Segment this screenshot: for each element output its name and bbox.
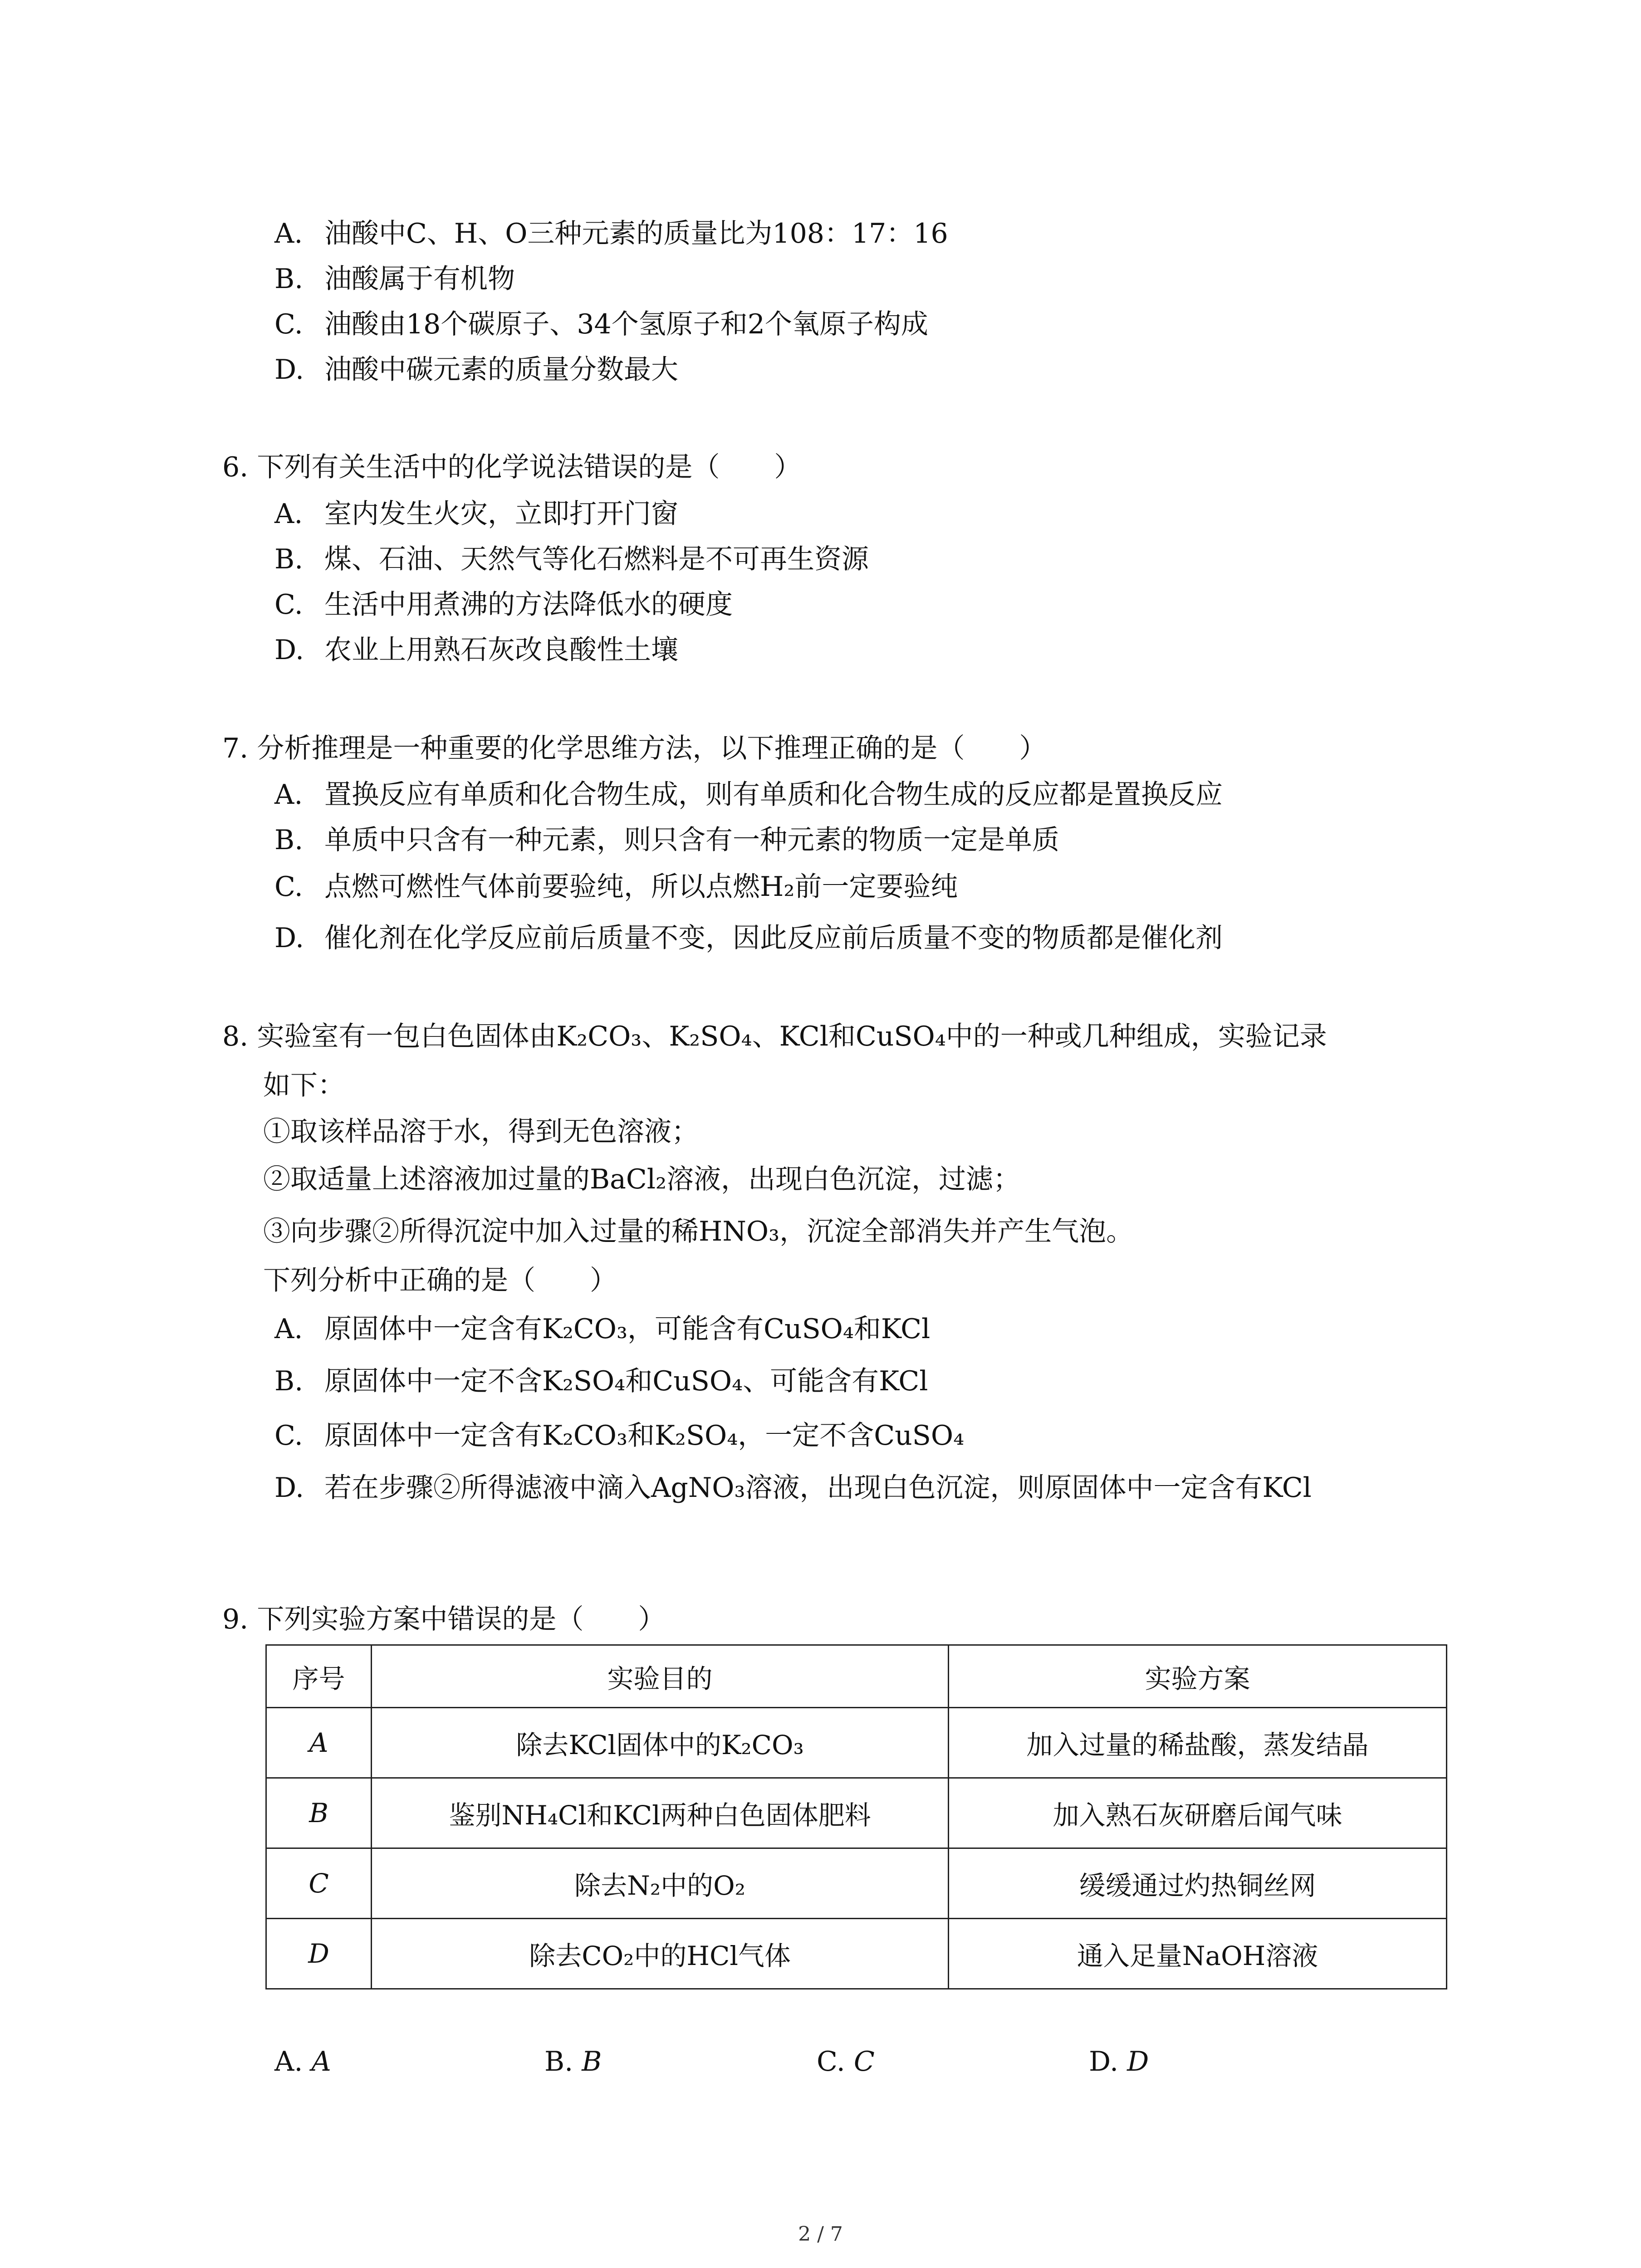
table-cell: 鉴别NH₄Cl和KCl两种白色固体肥料 — [372, 1778, 949, 1848]
q6-option-b: B. 煤、石油、天然气等化石燃料是不可再生资源 — [274, 543, 869, 575]
q8-question: 下列分析中正确的是（ ） — [263, 1265, 617, 1296]
table-cell: B — [266, 1778, 372, 1848]
table-header-cell: 实验方案 — [949, 1645, 1447, 1708]
table-header-cell: 序号 — [266, 1645, 372, 1708]
table-cell: A — [266, 1708, 372, 1778]
table-cell: 加入过量的稀盐酸，蒸发结晶 — [949, 1708, 1447, 1778]
q6-option-a: A. 室内发生火灾，立即打开门窗 — [274, 498, 678, 530]
q8-step-3: ③向步骤②所得沉淀中加入过量的稀HNO₃，沉淀全部消失并产生气泡。 — [263, 1216, 1134, 1247]
q9-table — [265, 1644, 1447, 1989]
q6-option-d: D. 农业上用熟石灰改良酸性土壤 — [274, 634, 678, 666]
q8-option-c: C. 原固体中一定含有K₂CO₃和K₂SO₄，一定不含CuSO₄ — [274, 1420, 965, 1452]
q9-stem: 9. 下列实验方案中错误的是（ ） — [222, 1603, 666, 1635]
q9-answer-b: B. B — [544, 2046, 602, 2077]
table-cell: 加入熟石灰研磨后闻气味 — [949, 1778, 1447, 1848]
table-row — [266, 1708, 1447, 1778]
table-row — [266, 1848, 1447, 1919]
table-cell: 缓缓通过灼热铜丝网 — [949, 1848, 1447, 1919]
q5-option-d: D. 油酸中碳元素的质量分数最大 — [274, 354, 678, 386]
q6-stem: 6. 下列有关生活中的化学说法错误的是（ ） — [222, 451, 802, 483]
q6-option-c: C. 生活中用煮沸的方法降低水的硬度 — [274, 589, 733, 621]
table-cell: 除去KCl固体中的K₂CO₃ — [372, 1708, 949, 1778]
q9-answer-d: D. D — [1089, 2046, 1149, 2077]
table-row — [266, 1919, 1447, 1989]
q9-answer-a: A. A — [274, 2046, 331, 2077]
q8-option-b: B. 原固体中一定不含K₂SO₄和CuSO₄、可能含有KCl — [274, 1365, 928, 1397]
q7-option-a: A. 置换反应有单质和化合物生成，则有单质和化合物生成的反应都是置换反应 — [274, 779, 1223, 811]
table-cell: C — [266, 1848, 372, 1919]
page-number: 2 / 7 — [798, 2223, 843, 2246]
table-cell: 除去CO₂中的HCl气体 — [372, 1919, 949, 1989]
q9-answer-c: C. C — [817, 2046, 875, 2077]
q8-option-d: D. 若在步骤②所得滤液中滴入AgNO₃溶液，出现白色沉淀，则原固体中一定含有KCl — [274, 1472, 1312, 1504]
table-row — [266, 1778, 1447, 1848]
q5-option-c: C. 油酸由18个碳原子、34个氢原子和2个氧原子构成 — [274, 308, 928, 340]
q8-step-1: ①取该样品溶于水，得到无色溶液； — [263, 1116, 699, 1148]
q7-option-b: B. 单质中只含有一种元素，则只含有一种元素的物质一定是单质 — [274, 824, 1059, 856]
q8-stem-line1: 8. 实验室有一包白色固体由K₂CO₃、K₂SO₄、KCl和CuSO₄中的一种或几种组成，实验记录 — [222, 1021, 1327, 1052]
q8-step-2: ②取适量上述溶液加过量的BaCl₂溶液，出现白色沉淀，过滤； — [263, 1163, 1021, 1195]
table-header-row — [266, 1645, 1447, 1708]
q8-option-a: A. 原固体中一定含有K₂CO₃，可能含有CuSO₄和KCl — [274, 1313, 931, 1345]
q7-option-d: D. 催化剂在化学反应前后质量不变，因此反应前后质量不变的物质都是催化剂 — [274, 922, 1223, 954]
q8-stem-line2: 如下： — [263, 1070, 345, 1101]
table-header-cell: 实验目的 — [372, 1645, 949, 1708]
q5-option-b: B. 油酸属于有机物 — [274, 263, 515, 295]
table-cell: D — [266, 1919, 372, 1989]
table-cell: 通入足量NaOH溶液 — [949, 1919, 1447, 1989]
table-cell: 除去N₂中的O₂ — [372, 1848, 949, 1919]
q7-stem: 7. 分析推理是一种重要的化学思维方法，以下推理正确的是（ ） — [222, 733, 1047, 764]
q7-option-c: C. 点燃可燃性气体前要验纯，所以点燃H₂前一定要验纯 — [274, 871, 958, 903]
q5-option-a: A. 油酸中C、H、O三种元素的质量比为108：17：16 — [274, 218, 948, 249]
